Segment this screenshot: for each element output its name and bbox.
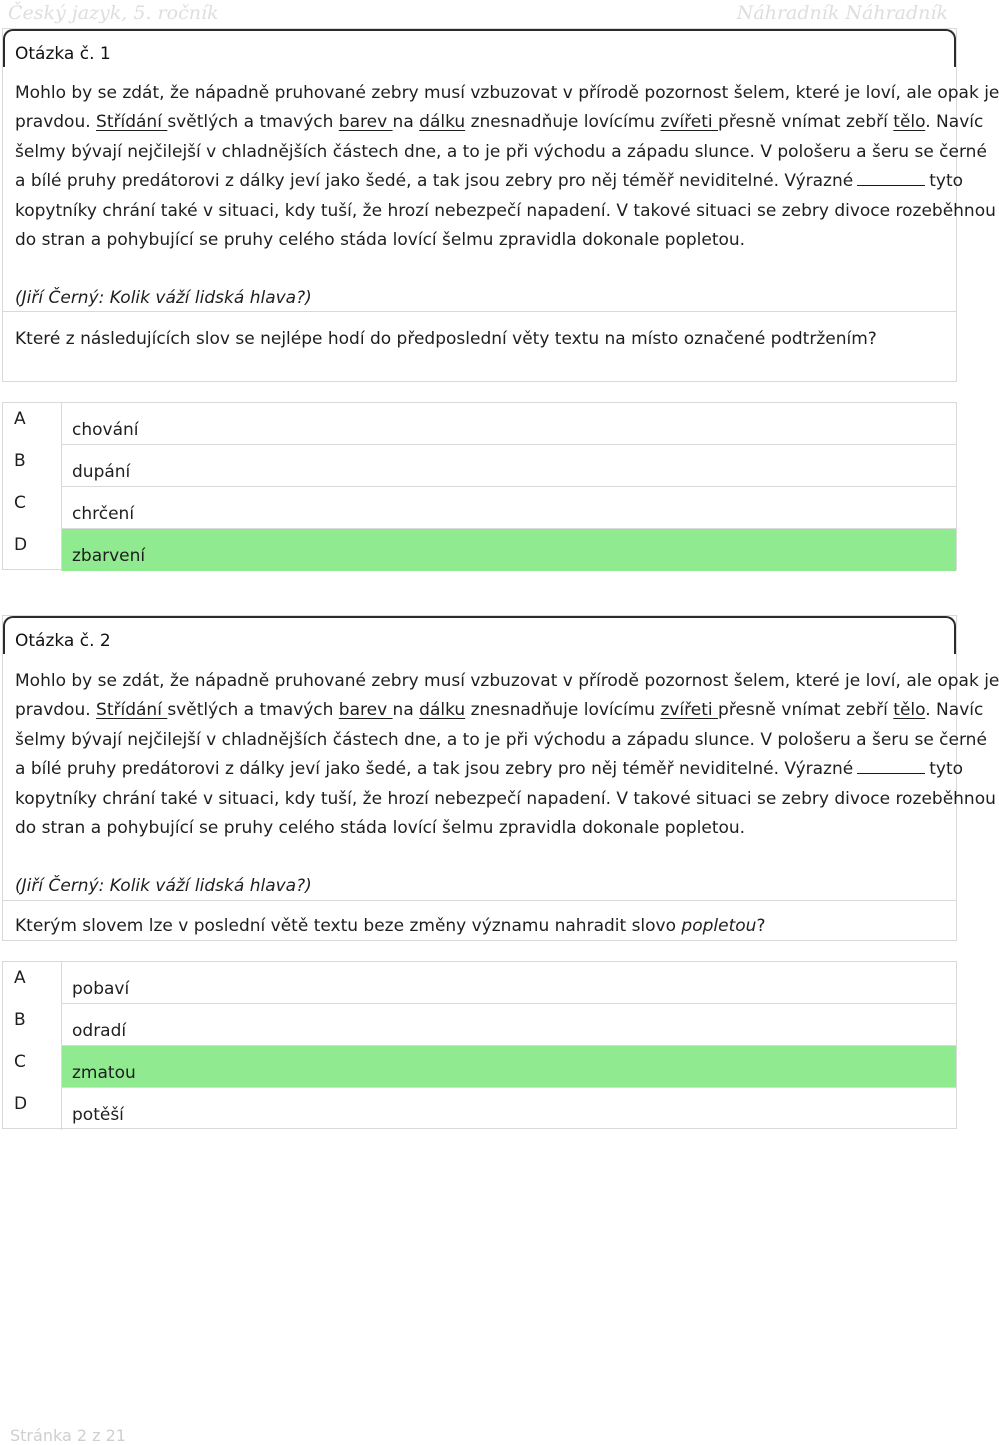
question-1-prompt: Které z následujících slov se nejlépe hodí do předposlední věty textu na místo označené podtržením?: [15, 329, 877, 349]
option-text: odradí: [72, 1021, 127, 1041]
option-letter: B: [14, 451, 26, 471]
text-line: do stran a pohybující se pruhy celého stáda lovící šelmu zpravidla dokonale popletou.: [15, 230, 746, 251]
option-letter: C: [14, 1052, 26, 1072]
option-a[interactable]: [3, 962, 956, 1004]
question-2-box: [2, 615, 999, 941]
option-b[interactable]: [3, 445, 956, 487]
option-letter: D: [14, 535, 28, 555]
option-d-correct[interactable]: [3, 529, 956, 571]
option-b[interactable]: [3, 1004, 956, 1046]
question-2-source: (Jiří Černý: Kolik váží lidská hlava?): [15, 876, 312, 896]
page-footer: Stránka 2 z 21: [10, 1426, 126, 1445]
option-letter: B: [14, 1010, 26, 1030]
header-subject: Český jazyk, 5. ročník: [8, 2, 219, 24]
option-d[interactable]: [3, 1088, 956, 1130]
option-c-correct[interactable]: [3, 1046, 956, 1088]
question-1-text: [15, 79, 999, 255]
option-letter: A: [14, 409, 26, 429]
question-2-prompt: Kterým slovem lze v poslední větě textu beze změny významu nahradit slovo popletou?: [15, 916, 766, 936]
question-2-options: [2, 961, 957, 1129]
option-c[interactable]: [3, 487, 956, 529]
option-letter: C: [14, 493, 26, 513]
divider: [3, 311, 956, 312]
option-letter: D: [14, 1094, 28, 1114]
text-line: šelmy bývají nejčilejší v chladnějších částech dne, a to je při východu a západu slunce. V pološeru a šeru se černé: [15, 729, 987, 750]
text-line: Mohlo by se zdát, že nápadně pruhované zebry musí vzbuzovat v přírodě pozornost šelem, které je loví, ale opak je: [15, 83, 999, 103]
text-line: a bílé pruhy predátorovi z dálky jeví jako šedé, a tak jsou zebry pro něj téměř neviditelné. Výrazné tyto: [15, 759, 964, 780]
question-2-title: Otázka č. 2: [15, 631, 111, 651]
option-letter: A: [14, 968, 26, 988]
option-text: chování: [72, 420, 139, 440]
option-text: pobaví: [72, 979, 130, 999]
question-2-title-bar: [3, 616, 956, 654]
text-line: a bílé pruhy predátorovi z dálky jeví jako šedé, a tak jsou zebry pro něj téměř neviditelné. Výrazné tyto: [15, 171, 964, 192]
text-line: pravdou. Střídání světlých a tmavých barev na dálku znesnadňuje lovícímu zvířeti přesně vnímat zebří tělo. Navíc: [15, 112, 984, 133]
text-line: do stran a pohybující se pruhy celého stáda lovící šelmu zpravidla dokonale popletou.: [15, 818, 746, 839]
option-text: zmatou: [72, 1063, 136, 1083]
question-1-title: Otázka č. 1: [15, 44, 111, 64]
answer-blank: [857, 171, 925, 186]
question-1-box: [2, 28, 999, 382]
question-2-text: [15, 667, 999, 843]
page-header: [0, 0, 960, 30]
text-line: pravdou. Střídání světlých a tmavých barev na dálku znesnadňuje lovícímu zvířeti přesně vnímat zebří tělo. Navíc: [15, 700, 984, 721]
header-right: Náhradník Náhradník: [736, 2, 948, 24]
question-1-title-bar: [3, 29, 956, 67]
option-text: zbarvení: [72, 546, 146, 566]
answer-blank: [857, 759, 925, 774]
option-a[interactable]: [3, 403, 956, 445]
option-text: chrčení: [72, 504, 135, 524]
option-text: potěší: [72, 1105, 124, 1125]
question-1-options: [2, 402, 957, 570]
text-line: kopytníky chrání také v situaci, kdy tuší, že hrozí nebezpečí napadení. V takové situaci se zebry divoce rozeběhnou: [15, 200, 996, 221]
text-line: Mohlo by se zdát, že nápadně pruhované zebry musí vzbuzovat v přírodě pozornost šelem, které je loví, ale opak je: [15, 671, 999, 691]
divider: [3, 900, 956, 901]
text-line: kopytníky chrání také v situaci, kdy tuší, že hrozí nebezpečí napadení. V takové situaci se zebry divoce rozeběhnou: [15, 788, 996, 809]
option-text: dupání: [72, 462, 131, 482]
text-line: šelmy bývají nejčilejší v chladnějších částech dne, a to je při východu a západu slunce. V pološeru a šeru se černé: [15, 141, 987, 162]
question-1-source: (Jiří Černý: Kolik váží lidská hlava?): [15, 288, 312, 308]
